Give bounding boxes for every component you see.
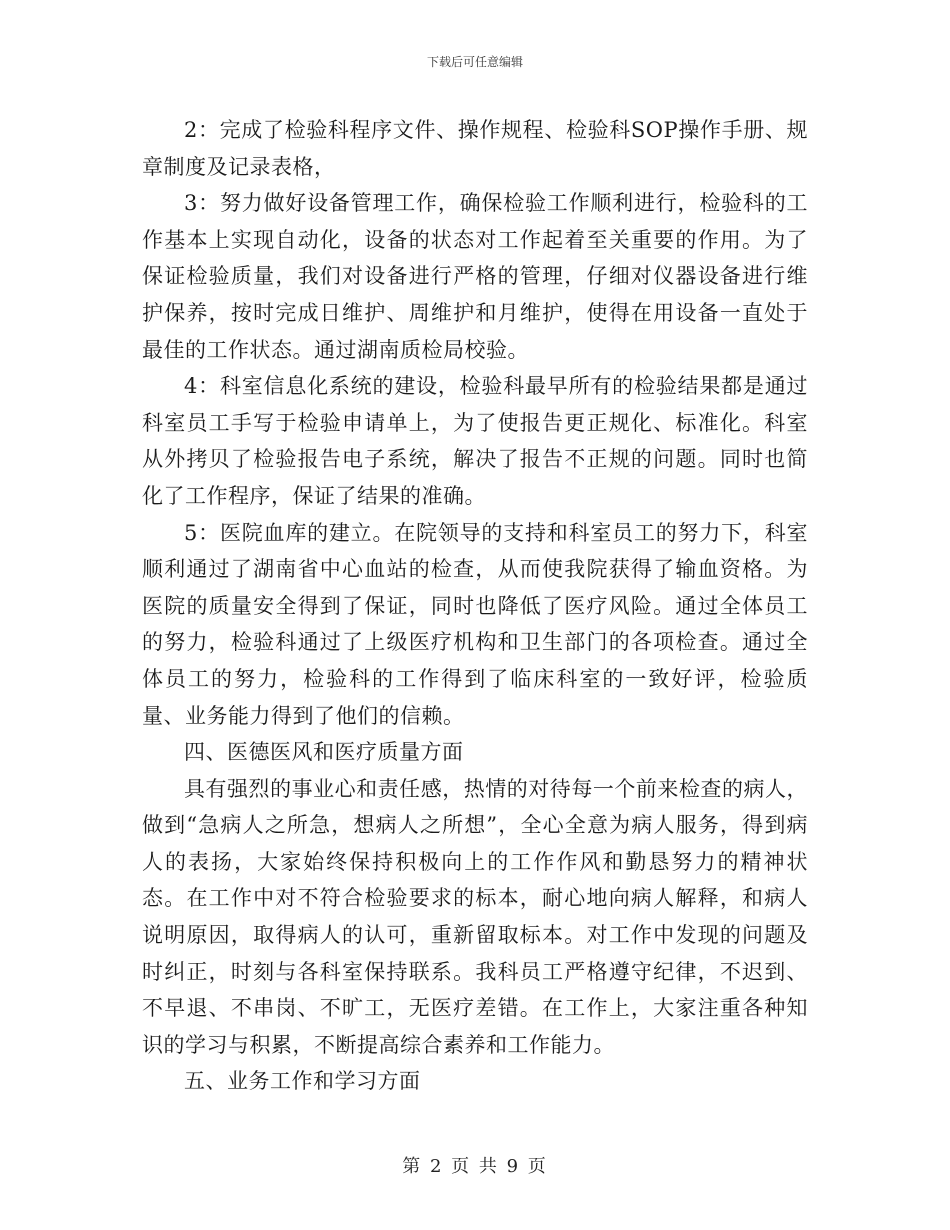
paragraph-item-4: 4：科室信息化系统的建设，检验科最早所有的检验结果都是通过科室员工手写于检验申请单上，为了使报告更正规化、标准化。科室从外拷贝了检验报告电子系统，解决了报告不正规的问题。同时也简化了工作程序，保证了结果的准确。 [142, 374, 808, 508]
page-number: 第 2 页 共 9 页 [402, 1156, 548, 1177]
paragraph-item-5: 5：医院血库的建立。在院领导的支持和科室员工的努力下，科室顺利通过了湖南省中心血站的检查，从而使我院获得了输血资格。为医院的质量安全得到了保证，同时也降低了医疗风险。通过全体员工的努力，检验科通过了上级医疗机构和卫生部门的各项检查。通过全体员工的努力，检验科的工作得到了临床科室的一致好评，检验质量、业务能力得到了他们的信赖。 [142, 520, 808, 728]
document-body [142, 112, 808, 1100]
section-4-paragraph: 具有强烈的事业心和责任感，热情的对待每一个前来检查的病人，做到“急病人之所急，想病人之所想”，全心全意为病人服务，得到病人的表扬，大家始终保持积极向上的工作作风和勤恳努力的精神状态。在工作中对不符合检验要求的标本，耐心地向病人解释，和病人说明原因，取得病人的认可，重新留取标本。对工作中发现的问题及时纠正，时刻与各科室保持联系。我科员工严格遵守纪律，不迟到、不早退、不串岗、不旷工，无医疗差错。在工作上，大家注重各种知识的学习与积累，不断提高综合素养和工作能力。 [142, 776, 808, 1057]
header-note: 下载后可任意编辑 [426, 55, 523, 69]
section-heading-5: 五、业务工作和学习方面 [184, 1069, 421, 1094]
section-heading-4: 四、医德医风和医疗质量方面 [184, 740, 464, 765]
paragraph-item-2: 2：完成了检验科程序文件、操作规程、检验科SOP操作手册、规章制度及记录表格， [142, 118, 808, 179]
paragraph-item-3: 3：努力做好设备管理工作，确保检验工作顺利进行，检验科的工作基本上实现自动化，设备的状态对工作起着至关重要的作用。为了保证检验质量，我们对设备进行严格的管理，仔细对仪器设备进行维护保养，按时完成日维护、周维护和月维护，使得在用设备一直处于最佳的工作状态。通过湖南质检局校验。 [142, 191, 808, 362]
